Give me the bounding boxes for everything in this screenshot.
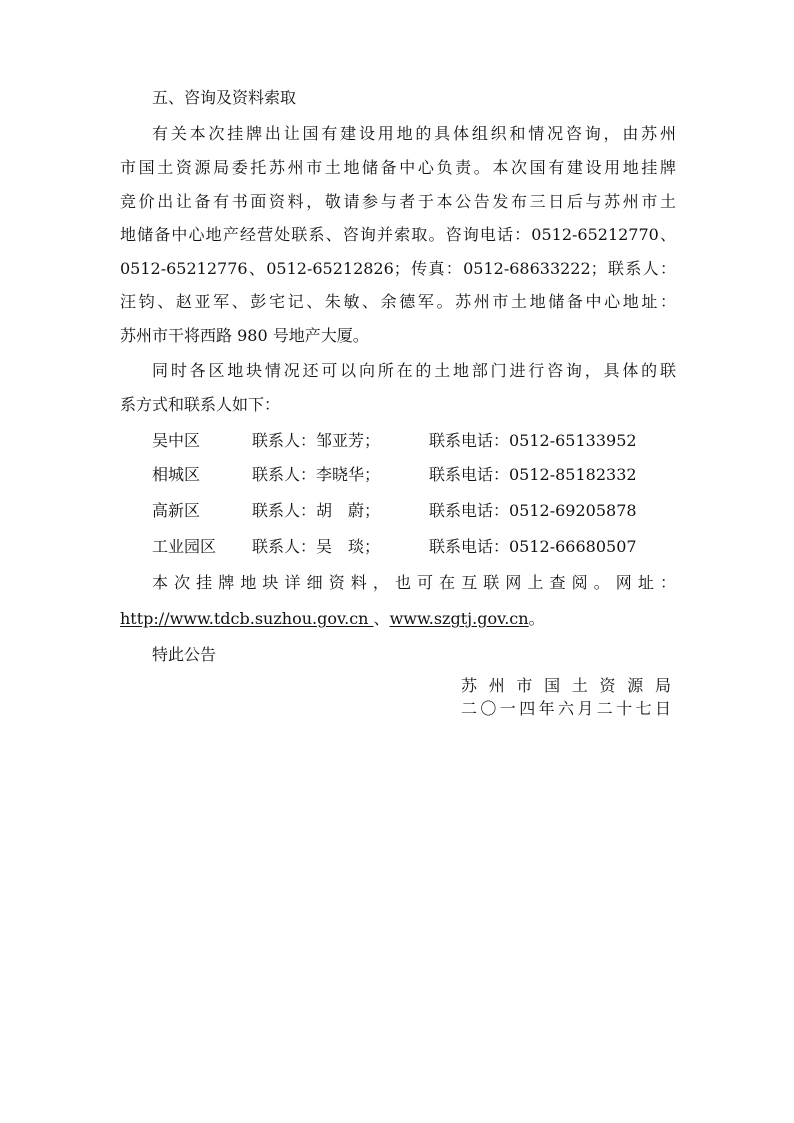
contact-person: 联系人：邹亚芳； [252,431,381,450]
contact-district: 相城区 [152,465,201,484]
website-links [120,609,676,629]
contact-row [152,431,676,451]
paragraph1-line: 市国土资源局委托苏州市土地储备中心负责。本次国有建设用地挂牌 [120,158,676,177]
signature-org: 苏州市国土资源局 [461,676,671,695]
paragraph2-line: 系方式和联系人如下： [120,395,281,414]
contact-phone: 联系电话：0512-85182332 [429,465,637,484]
paragraph2-line: 同时各区地块情况还可以向所在的土地部门进行咨询，具体的联 [152,361,676,380]
contact-row [152,537,676,557]
contact-row [152,465,676,485]
closing-text: 特此公告 [152,645,217,664]
link-separator: 、 [373,609,390,628]
signature-date: 二〇一四年六月二十七日 [461,699,671,718]
link-end-punctuation: 。 [528,609,545,628]
paragraph1-line: 汪钧、赵亚军、彭宅记、朱敏、余德军。苏州市土地储备中心地址： [120,292,676,311]
online-info-text: 本次挂牌地块详细资料，也可在互联网上查阅。网址： [152,573,676,592]
contact-phone: 联系电话：0512-69205878 [429,501,637,520]
contact-district: 吴中区 [152,431,201,450]
paragraph1-line: 0512-65212776、0512-65212826；传真：0512-68633222；联系人： [120,259,676,278]
contact-person: 联系人：胡 蔚； [252,501,381,520]
website-link-szgtj[interactable]: www.szgtj.gov.cn [389,609,529,628]
contact-person: 联系人：吴 琰； [252,537,381,556]
paragraph1-line: 地储备中心地产经营处联系、咨询并索取。咨询电话：0512-65212770、 [120,225,676,244]
contact-district: 工业园区 [152,537,217,556]
paragraph1-line: 有关本次挂牌出让国有建设用地的具体组织和情况咨询，由苏州 [152,124,676,143]
section-heading: 五、咨询及资料索取 [152,88,297,107]
contact-phone: 联系电话：0512-66680507 [429,537,637,556]
contact-person: 联系人：李晓华； [252,465,381,484]
website-link-tdcb[interactable]: http://www.tdcb.suzhou.gov.cn [120,609,374,628]
paragraph1-line: 苏州市干将西路 980 号地产大厦。 [120,326,369,345]
contact-row [152,501,676,521]
paragraph1-line: 竞价出让备有书面资料，敬请参与者于本公告发布三日后与苏州市土 [120,192,676,211]
contact-district: 高新区 [152,501,201,520]
contact-phone: 联系电话：0512-65133952 [429,431,637,450]
